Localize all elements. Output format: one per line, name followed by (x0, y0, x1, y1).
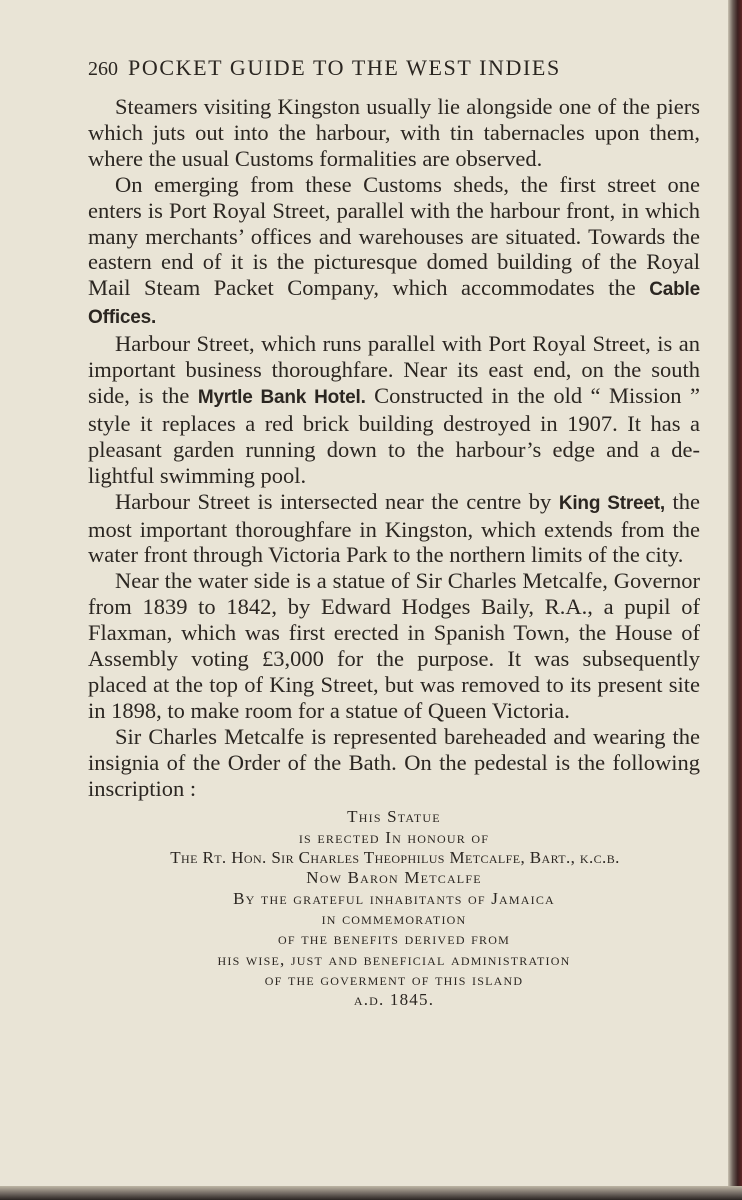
cable-offices-heading: Cable Offices. (88, 279, 700, 329)
paragraph-metcalfe-insignia (88, 724, 700, 802)
book-spine-edge (728, 0, 742, 1200)
inscription-line: in commemoration (321, 908, 467, 928)
paragraph-steamers (88, 94, 700, 172)
paragraph-text: the most important thoroughfare in Kingston, which extends from the water front through Victoria Park to the northern limits of the city. (88, 488, 700, 568)
inscription-line: his wise, just and beneficial administration (217, 949, 571, 969)
inscription-line: The Rt. Hon. Sir Charles Theophilus Metcalfe, Bart., k.c.b. (170, 848, 620, 868)
paragraph-metcalfe-statue (88, 568, 700, 723)
paragraph-king-street (88, 489, 700, 569)
running-head (88, 52, 700, 84)
pedestal-inscription (88, 807, 700, 1010)
inscription-line: of the goverment of this island (264, 969, 524, 989)
paragraph-harbour-street (88, 331, 700, 488)
paragraph-text: Near the water side is a statue of Sir Charles Metcalfe, Governor from 1839 to 1842, by Edward Hodges Baily, R.A., a pupil of Flaxman, which was first erected in Spanish Town, the House of Assembly voting £3,000 for the purpose. It was subsequently placed at the top of King Street, but was removed to its present site in 1898, to make room for a statue of Queen Victoria. (88, 568, 700, 723)
paragraph-text: On emerging from these Customs sheds, the first street one enters is Port Royal Street, parallel with the harbour front, in which many merchants’ offices and warehouses are situated. Towards the eastern end of it is the picturesque domed building of the Royal Mail Steam Packet Company, which accommodates the (88, 171, 700, 301)
inscription-line: By the grateful inhabitants of Jamaica (233, 888, 555, 908)
paragraph-text: Sir Charles Metcalfe is represented bareheaded and wearing the insignia of the Order of the Bath. On the pedestal is the following inscription : (88, 723, 700, 801)
inscription-line: a.d. 1845. (353, 990, 435, 1010)
page-text (88, 52, 700, 1010)
paragraph-text: Harbour Street is intersected near the centre by (115, 488, 559, 514)
inscription-line: is erected In honour of (298, 827, 490, 847)
page-number: 260 (88, 58, 118, 80)
king-street-heading: King Street, (558, 492, 665, 514)
paragraph-text: Constructed in the old “ Mission ” style it replaces a red brick building destroyed in 1907. It has a pleasant garden running down to the harbour’s edge and a delightful swimming pool. (88, 382, 700, 488)
inscription-line: of the benefits derived from (278, 929, 510, 949)
page-bottom-edge (0, 1186, 742, 1200)
running-title: POCKET GUIDE TO THE WEST INDIES (128, 55, 561, 80)
paragraph-customs-sheds (88, 172, 700, 331)
paragraph-text: Steamers visiting Kingston usually lie alongside one of the piers which juts out into the harbour, with tin tabernacles upon them, where the usual Customs formalities are observed. (88, 94, 700, 171)
inscription-line: This Statue (347, 807, 441, 827)
inscription-line: Now Baron Metcalfe (306, 868, 482, 888)
myrtle-bank-hotel-heading: Myrtle Bank Hotel. (197, 386, 366, 408)
paragraph-text: Harbour Street, which runs parallel with Port Royal Street, is an important business thoroughfare. Near its east end, on the south side, is the (88, 331, 700, 408)
